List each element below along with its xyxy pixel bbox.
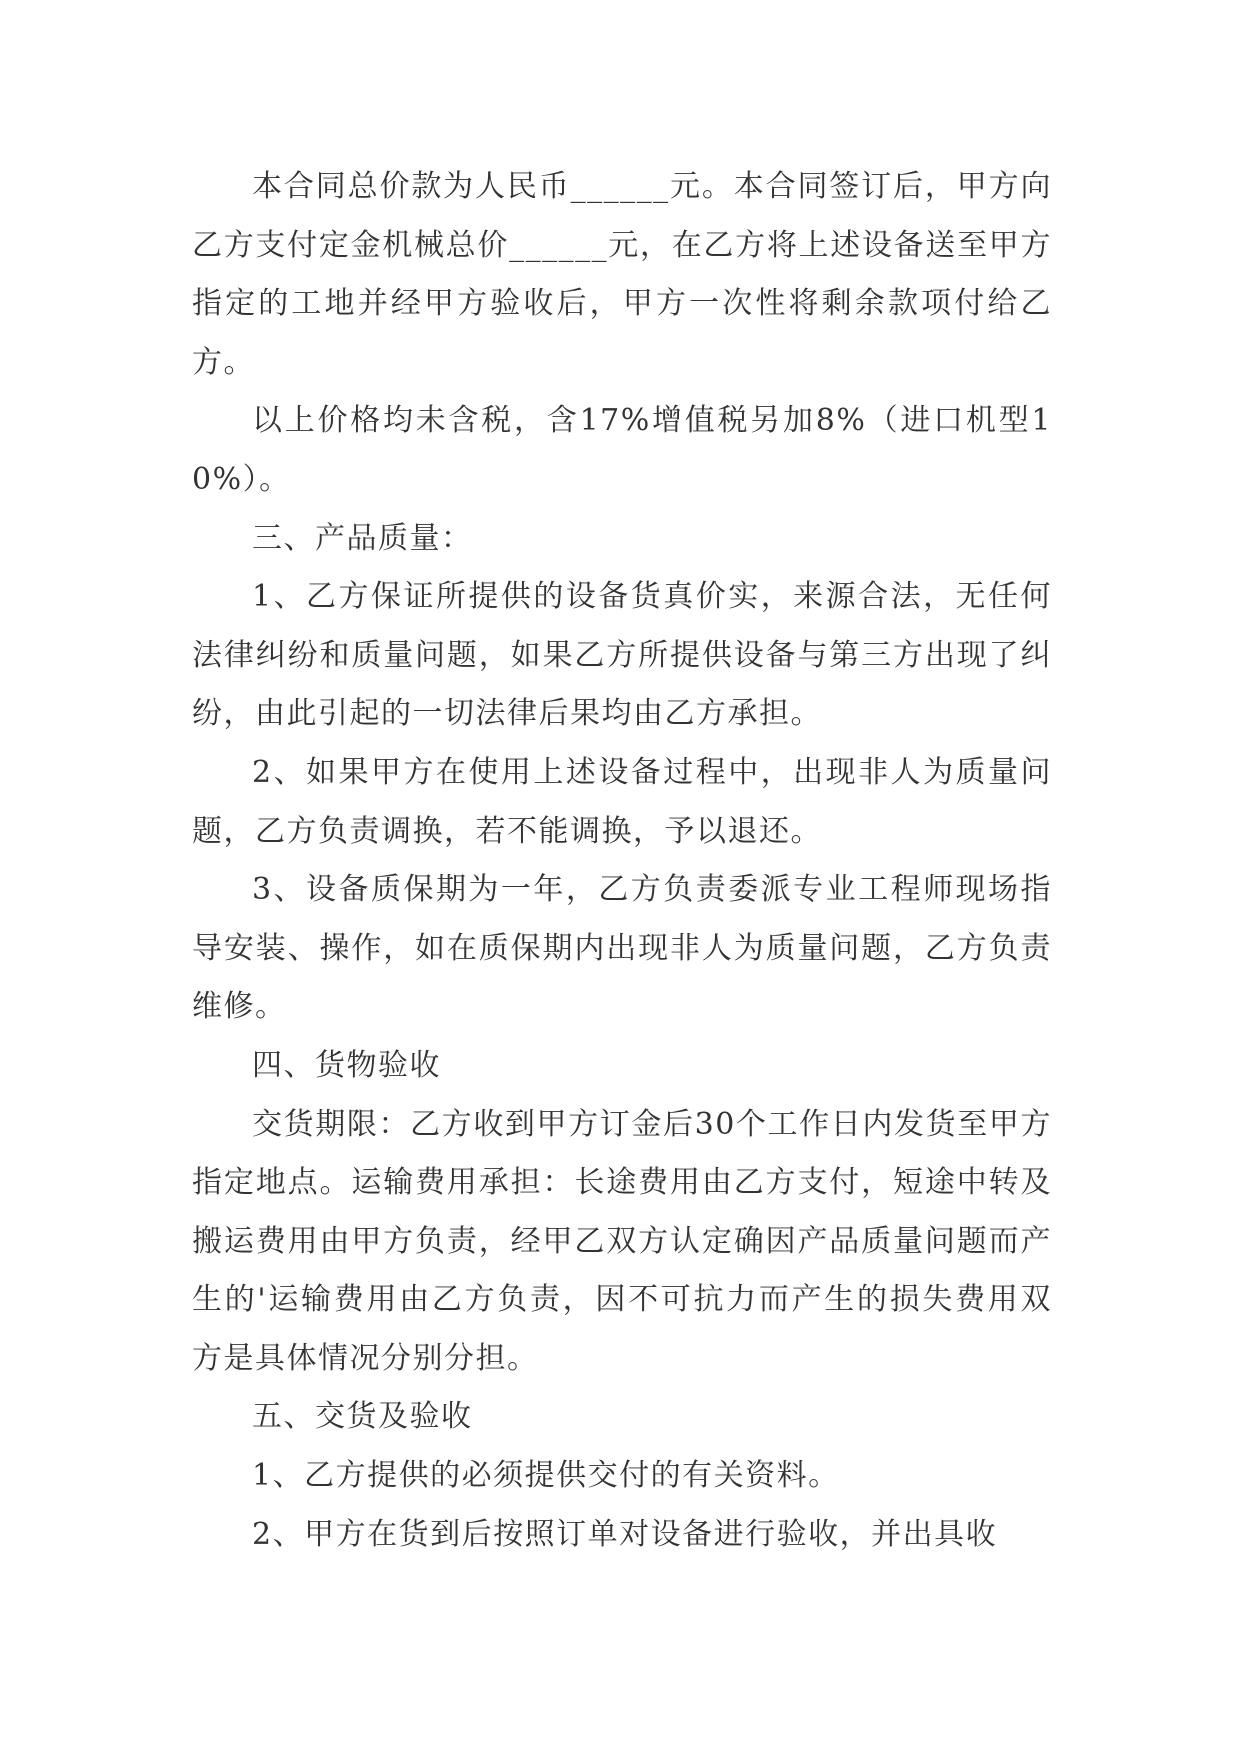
section-heading-goods-acceptance: 四、货物验收 [252,1047,441,1083]
section-heading-product-quality: 三、产品质量： [252,520,473,556]
paragraph-delivery-clause-2: 2、甲方在货到后按照订单对设备进行验收，并出具收 [252,1516,998,1552]
section-heading-delivery-acceptance: 五、交货及验收 [252,1399,473,1435]
paragraph-payment-terms: 本合同总价款为人民币______元。本合同签订后，甲方向乙方支付定金机械总价______元，在乙方将上述设备送至甲方指定的工地并经甲方验收后，甲方一次性将剩余款项付给乙方。 [192,169,1052,380]
document-body [192,158,1052,1564]
paragraph-delivery-clause-1: 1、乙方提供的必须提供交付的有关资料。 [252,1458,840,1494]
paragraph-quality-clause-2: 2、如果甲方在使用上述设备过程中，出现非人为质量问题，乙方负责调换，若不能调换，予以退还。 [192,754,1052,849]
paragraph-delivery-period: 交货期限：乙方收到甲方订金后30个工作日内发货至甲方指定地点。运输费用承担：长途费用由乙方支付，短途中转及搬运费用由甲方负责，经甲乙双方认定确因产品质量问题而产生的'运输费用由乙方负责，因不可抗力而产生的损失费用双方是具体情况分别分担。 [192,1106,1052,1376]
paragraph-tax-note: 以上价格均未含税，含17%增值税另加8%（进口机型10%）。 [192,403,1052,497]
paragraph-quality-clause-1: 1、乙方保证所提供的设备货真价实，来源合法，无任何法律纠纷和质量问题，如果乙方所提供设备与第三方出现了纠纷，由此引起的一切法律后果均由乙方承担。 [192,579,1052,732]
paragraph-quality-clause-3: 3、设备质保期为一年，乙方负责委派专业工程师现场指导安装、操作，如在质保期内出现非人为质量问题，乙方负责维修。 [192,872,1052,1025]
